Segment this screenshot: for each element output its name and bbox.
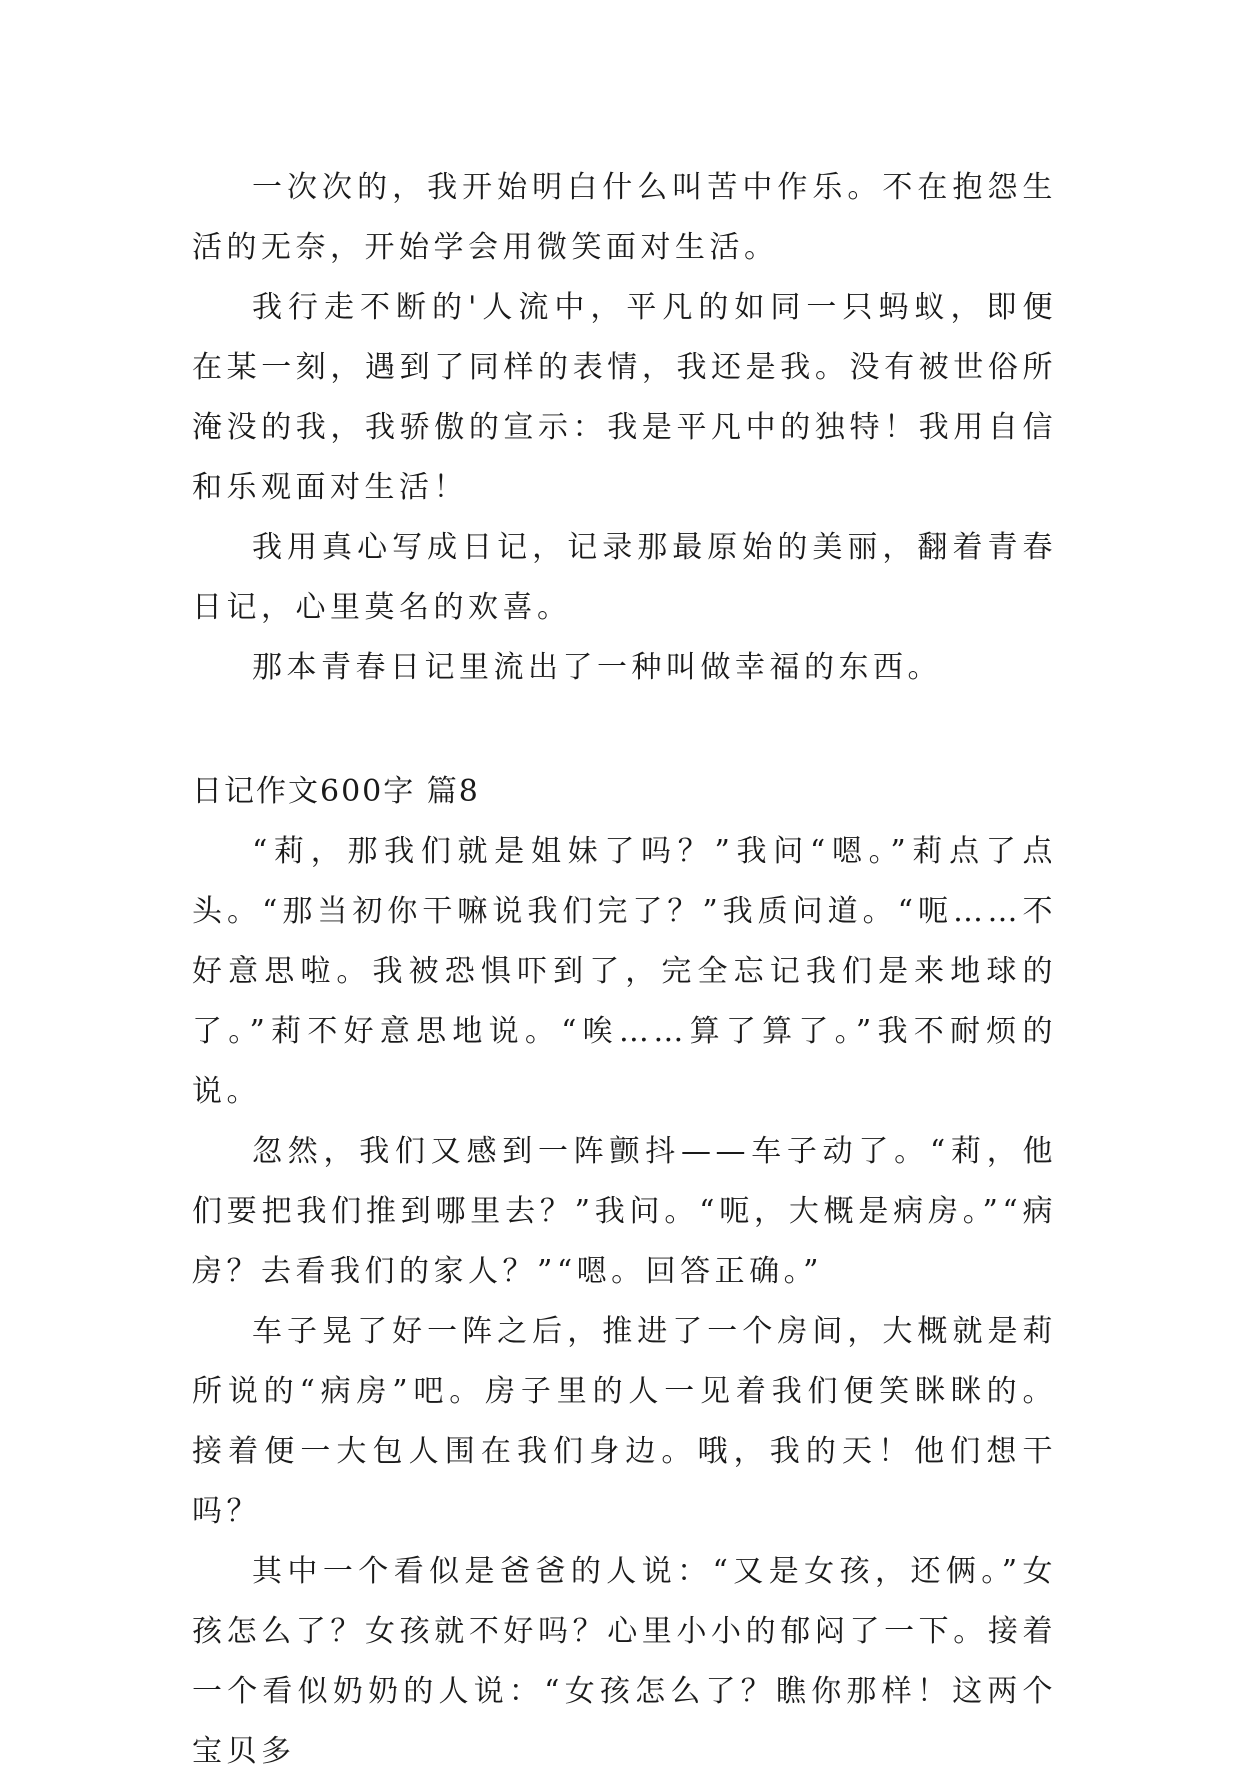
paragraph: “莉，那我们就是姐妹了吗？”我问“嗯。”莉点了点头。“那当初你干嘛说我们完了？”我质问道。“呃……不好意思啦。我被恐惧吓到了，完全忘记我们是来地球的了。”莉不好意思地说。“唉……算了算了。”我不耐烦的说。 [192,834,1057,1109]
section-heading: 日记作文600字 篇8 [192,774,480,809]
paragraph: 其中一个看似是爸爸的人说：“又是女孩，还俩。”女孩怎么了？女孩就不好吗？心里小小的郁闷了一下。接着一个看似奶奶的人说：“女孩怎么了？瞧你那样！这两个宝贝多 [192,1554,1057,1769]
paragraph: 车子晃了好一阵之后，推进了一个房间，大概就是莉所说的“病房”吧。房子里的人一见着我们便笑眯眯的。接着便一大包人围在我们身边。哦，我的天！他们想干吗？ [192,1314,1057,1529]
document-body [192,158,1057,1782]
paragraph: 我用真心写成日记，记录那最原始的美丽，翻着青春日记，心里莫名的欢喜。 [192,530,1057,625]
paragraph: 忽然，我们又感到一阵颤抖——车子动了。“莉，他们要把我们推到哪里去？”我问。“呃，大概是病房。”“病房？去看我们的家人？”“嗯。回答正确。” [192,1134,1057,1289]
paragraph: 一次次的，我开始明白什么叫苦中作乐。不在抱怨生活的无奈，开始学会用微笑面对生活。 [192,170,1057,265]
paragraph: 我行走不断的'人流中，平凡的如同一只蚂蚁，即便在某一刻，遇到了同样的表情，我还是我。没有被世俗所淹没的我，我骄傲的宣示：我是平凡中的独特！我用自信和乐观面对生活！ [192,290,1057,505]
paragraph: 那本青春日记里流出了一种叫做幸福的东西。 [252,650,942,685]
section-spacer [192,698,1057,762]
